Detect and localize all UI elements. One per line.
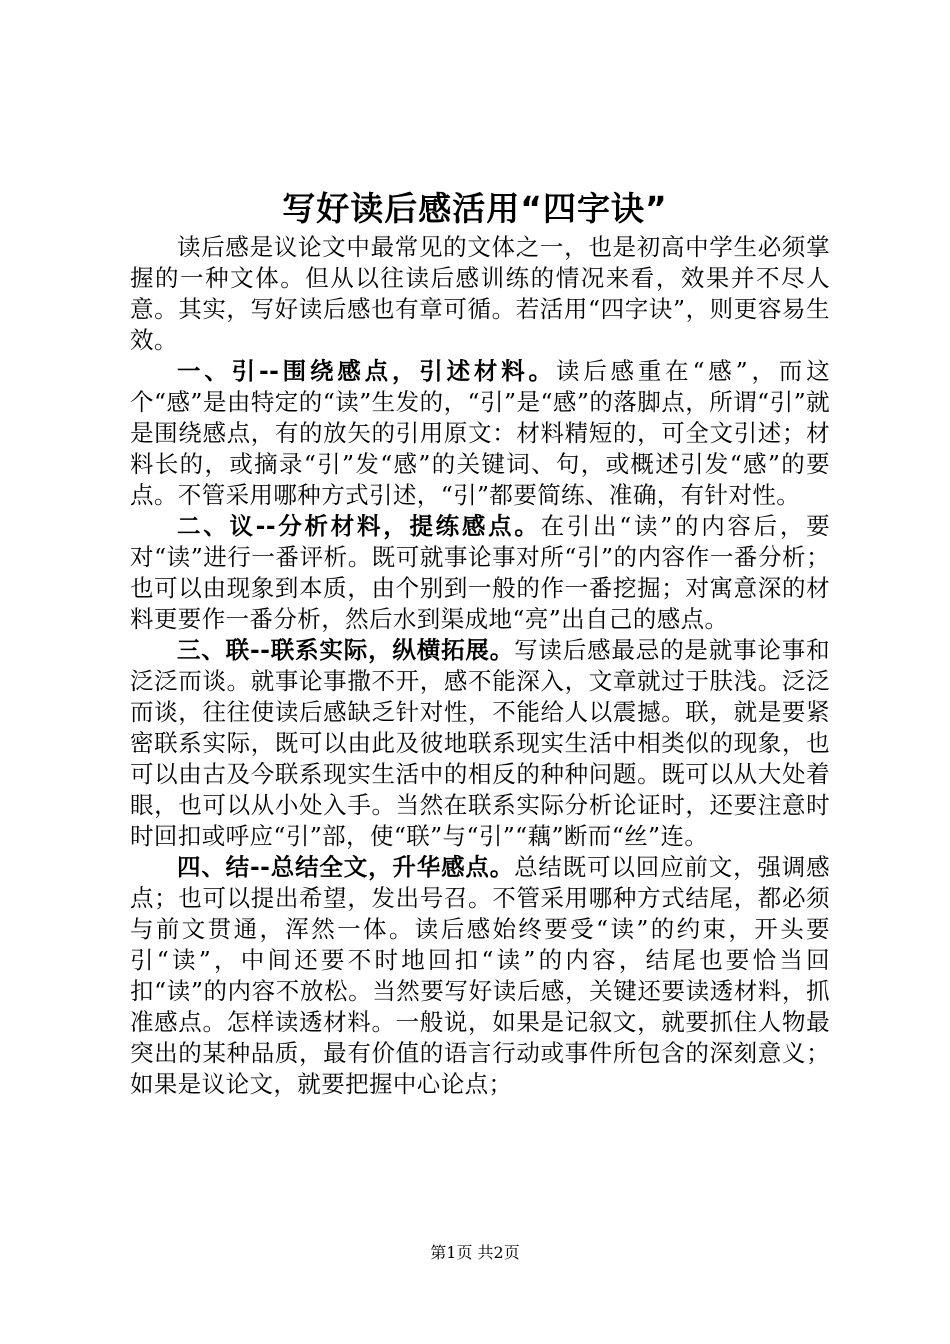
document-body — [130, 232, 830, 1100]
section-text-3: 写读后感最忌的是就事论事和泛泛而谈。就事论事撒不开，感不能深入，文章就过于肤浅。泛泛而谈，往往使读后感缺乏针对性，不能给人以震撼。联，就是要紧密联系实际，既可以由此及彼地联系现实生活中相类似的现象，也可以由古及今联系现实生活中的相反的种种问题。既可以从大处着眼，也可以从小处入手。当然在联系实际分析论证时，还要注意时时回扣或呼应“引”部，使“联”与“引”“藕”断而“丝”连。 — [130, 636, 831, 850]
section-heading-2: 二、议--分析材料，提练感点。 — [177, 512, 541, 540]
section-paragraph-3 — [130, 635, 830, 852]
section-text-4: 总结既可以回应前文，强调感点；也可以提出希望，发出号召。不管采用哪种方式结尾，都必须与前文贯通，浑然一体。读后感始终要受“读”的约束，开头要引“读”，中间还要不时地回扣“读”的内容，结尾也要恰当回扣“读”的内容不放松。当然要写好读后感，关键还要读透材料，抓准感点。怎样读透材料。一般说，如果是记叙文，就要抓住人物最突出的某种品质，最有价值的语言行动或事件所包含的深刻意义；如果是议论文，就要把握中心论点； — [130, 853, 831, 1098]
section-heading-4: 四、结--总结全文，升华感点。 — [177, 853, 515, 881]
section-heading-3: 三、联--联系实际，纵横拓展。 — [177, 636, 515, 664]
section-text-1: 读后感重在“感”，而这个“感”是由特定的“读”生发的，“引”是“感”的落脚点，所谓“引”就是围绕感点，有的放矢的引用原文：材料精短的，可全文引述；材料长的，或摘录“引”发“感”的关键词、句，或概述引发“感”的要点。不管采用哪种方式引述，“引”都要简练、准确，有针对性。 — [130, 357, 830, 509]
section-paragraph-4 — [130, 852, 830, 1100]
page-footer: 第1页 共2页 — [430, 1243, 520, 1262]
section-paragraph-2 — [130, 511, 830, 635]
document-title: 写好读后感活用“四字诀” — [282, 189, 668, 228]
section-text-2: 在引出“读”的内容后，要对“读”进行一番评析。既可就事论事对所“引”的内容作一番分析；也可以由现象到本质，由个别到一般的作一番挖掘；对寓意深的材料更要作一番分析，然后水到渠成地“亮”出自己的感点。 — [130, 512, 830, 633]
section-paragraph-1 — [130, 356, 830, 511]
intro-paragraph: 读后感是议论文中最常见的文体之一，也是初高中学生必须掌握的一种文体。但从以往读后感训练的情况来看，效果并不尽人意。其实，写好读后感也有章可循。若活用“四字诀”，则更容易生效。 — [130, 233, 830, 354]
section-heading-1: 一、引--围绕感点，引述材料。 — [177, 357, 556, 385]
